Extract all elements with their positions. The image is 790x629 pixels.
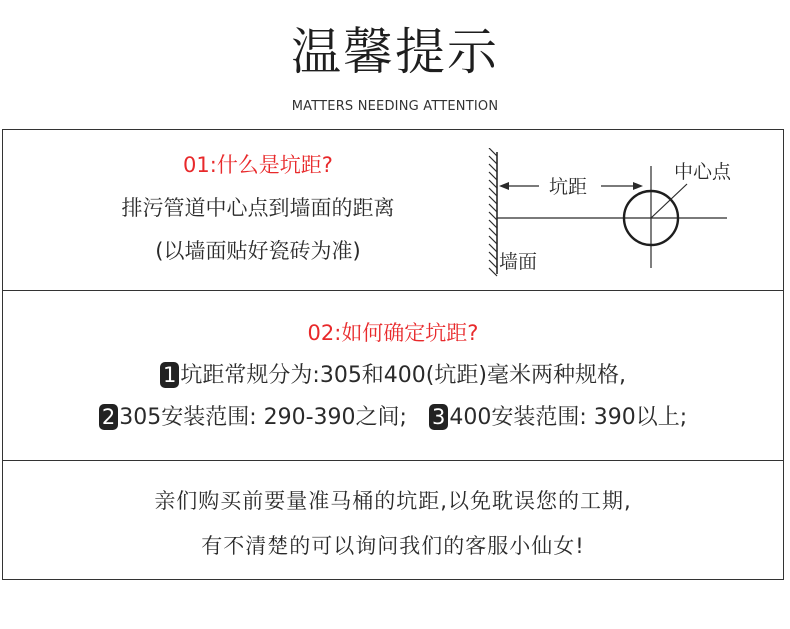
definition-note: (以墙面贴好瓷砖为准) xyxy=(155,239,361,263)
number-badge-3: 3 xyxy=(429,404,448,430)
spec-item-2: 305安装范围: 290-390之间; xyxy=(119,405,407,430)
page-title: 温馨提示 xyxy=(291,23,499,81)
reminder-line-2: 有不清楚的可以询问我们的客服小仙女! xyxy=(201,534,585,558)
wall-hatching xyxy=(489,148,497,276)
spec-row-1 xyxy=(3,361,783,391)
center-pointer-line xyxy=(651,184,687,218)
number-badge-2: 2 xyxy=(99,404,118,430)
definition-line: 排污管道中心点到墙面的距离 xyxy=(121,196,395,220)
center-label: 中心点 xyxy=(674,161,732,183)
wall-label: 墙面 xyxy=(499,251,538,273)
left-arrow xyxy=(499,182,539,190)
pit-distance-diagram xyxy=(487,148,757,278)
reminder-line-1: 亲们购买前要量准马桶的坑距,以免耽误您的工期, xyxy=(154,489,632,513)
distance-label: 坑距 xyxy=(549,176,588,198)
spec-item-3: 400安装范围: 390以上; xyxy=(449,405,688,430)
section-how-to-determine xyxy=(2,290,784,461)
question-2-title: 02:如何确定坑距? xyxy=(307,321,479,345)
section-what-is-pit-distance xyxy=(2,129,784,291)
spec-item-1: 坑距常规分为:305和400(坑距)毫米两种规格, xyxy=(180,363,626,388)
number-badge-1: 1 xyxy=(160,362,179,388)
page-subtitle: MATTERS NEEDING ATTENTION xyxy=(291,99,499,114)
spec-row-2 xyxy=(3,403,783,433)
right-arrow xyxy=(601,182,643,190)
section-reminder xyxy=(2,460,784,580)
question-1-title: 01:什么是坑距? xyxy=(183,153,333,177)
